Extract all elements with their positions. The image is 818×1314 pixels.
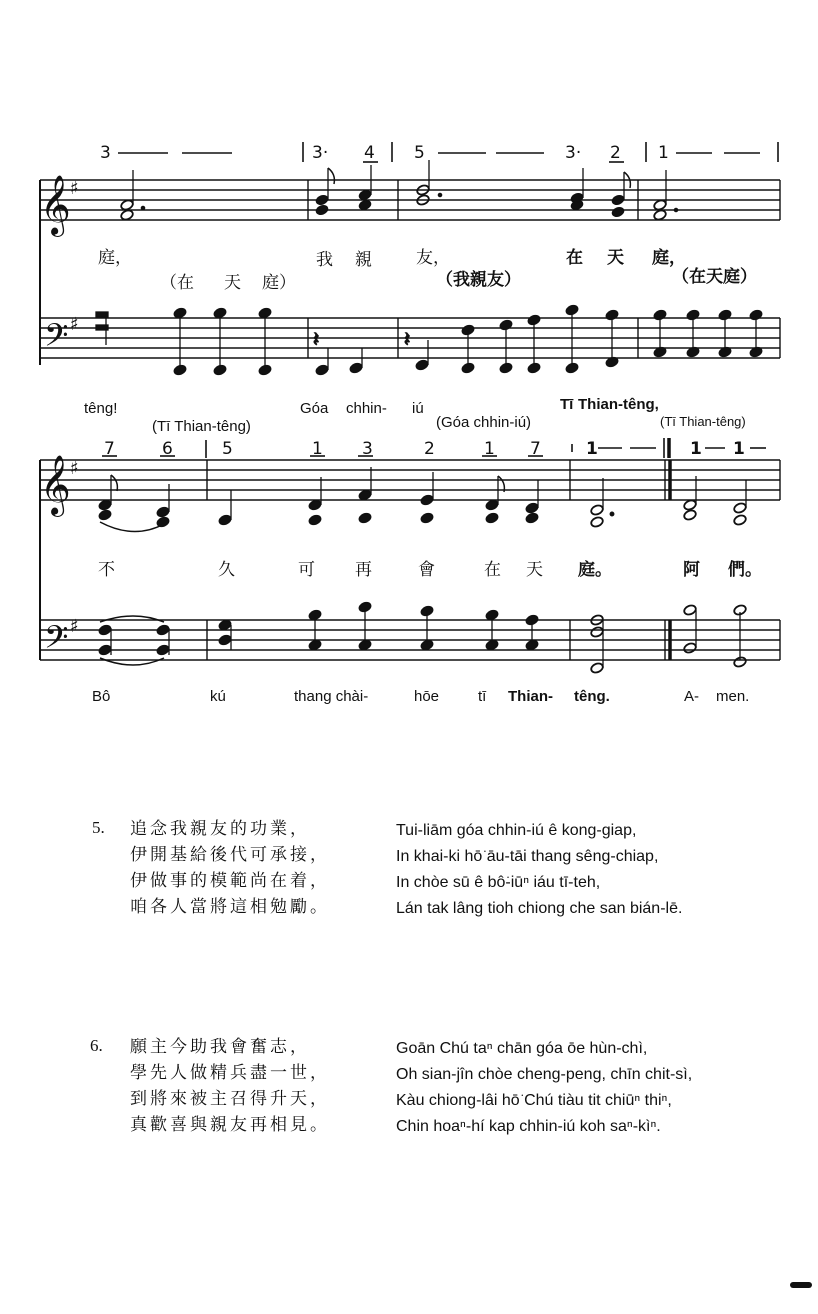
- verse-line: 真歡喜與親友再相見。: [130, 1115, 330, 1135]
- lyric-phrase: （在天庭）: [672, 267, 757, 287]
- verse-line: 到將來被主召得升天，: [130, 1089, 330, 1109]
- jianpu-note: 6: [162, 439, 173, 459]
- bass-clef-icon: 𝄢: [44, 619, 69, 663]
- lyric-char: 庭，: [652, 248, 686, 268]
- verse-line: 學先人做精兵盡一世，: [130, 1063, 330, 1083]
- verse-line: Goān Chú taⁿ chān góa ōe hùn-chì,: [396, 1040, 648, 1057]
- treble-clef-icon: 𝄞: [40, 455, 71, 515]
- lyric-char: 友，: [416, 248, 450, 268]
- verse-line: Chin hoaⁿ-hí kap chhin-iú koh saⁿ-kìⁿ.: [396, 1118, 661, 1135]
- lyric-syllable: Thian-têng,: [578, 396, 659, 413]
- lyric-char: （在: [160, 273, 194, 293]
- lyric-char: 天: [224, 273, 241, 293]
- jianpu-note: 3·: [312, 143, 329, 163]
- verse-line: 追念我親友的功業，: [130, 819, 310, 839]
- bass-staff-2: [40, 620, 780, 660]
- verse-chinese-lines: [130, 816, 330, 920]
- lyric-char: 我: [316, 250, 333, 270]
- jianpu-note: 3·: [565, 143, 582, 163]
- lyric-char: 庭）: [262, 273, 296, 293]
- bass-clef-icon: 𝄢: [44, 317, 69, 361]
- lyric-char: 天: [607, 248, 624, 268]
- sharp-icon: ♯: [70, 178, 79, 199]
- verse-romanized-lines: [396, 818, 682, 922]
- verse-line: In chòe sū ê bô͘-iūⁿ iáu tī-teh,: [396, 874, 601, 891]
- lyric-char: 可: [298, 560, 315, 580]
- lyric-char: 阿: [683, 560, 700, 580]
- lyric-char: 們。: [728, 560, 762, 580]
- lyric-char: 再: [355, 560, 372, 580]
- lyric-syllable: Bô: [92, 688, 111, 705]
- lyric-syllable: Thian-: [508, 688, 553, 705]
- lyric-syllable: A-: [684, 688, 699, 705]
- lyric-syllable: hōe: [414, 688, 440, 705]
- jianpu-note: 7: [104, 439, 115, 459]
- lyric-phrase: (Tī Thian-têng): [152, 418, 251, 435]
- lyric-char: 在: [566, 248, 583, 268]
- verse-line: Tui-liām góa chhin-iú ê kong-giap,: [396, 822, 637, 839]
- lyric-char: 久: [218, 560, 235, 580]
- verse-line: Lán tak lâng tioh chiong che san bián-lē.: [396, 900, 683, 917]
- lyric-char: 親: [355, 250, 372, 270]
- lyric-char: 天: [526, 560, 543, 580]
- jianpu-note: 3: [100, 143, 111, 163]
- sharp-icon: ♯: [70, 616, 79, 637]
- lyric-syllable: têng!: [84, 400, 118, 417]
- verse-line: 願主今助我會奮志，: [130, 1037, 310, 1057]
- sharp-icon: ♯: [70, 458, 79, 479]
- lyric-char: 庭。: [578, 560, 612, 580]
- treble-clef-icon: 𝄞: [40, 175, 71, 235]
- verse-line: Oh sian-jîn chòe cheng-peng, chīn chit-sì,: [396, 1066, 693, 1083]
- verse-number: 5.: [92, 818, 105, 837]
- jianpu-note: 2: [424, 439, 435, 459]
- jianpu-note: 1: [586, 439, 598, 459]
- jianpu-note: 1: [733, 439, 745, 459]
- verse-number: 6.: [90, 1036, 103, 1055]
- lyric-phrase: (Góa chhin-iú): [436, 414, 532, 431]
- page-corner-mark: [790, 1282, 812, 1288]
- lyric-phrase: (Tī Thian-têng): [660, 414, 746, 429]
- jianpu-lines-1: [118, 142, 778, 162]
- lyric-char: 會: [418, 560, 435, 580]
- sharp-icon: ♯: [70, 314, 79, 335]
- lyric-syllable: thang chài-: [294, 688, 369, 705]
- jianpu-note: 1: [658, 143, 669, 163]
- lyric-syllable: Tī: [560, 396, 574, 413]
- lyric-syllable: kú: [210, 688, 226, 705]
- svg-text:𝄽: 𝄽: [313, 327, 320, 351]
- lyric-syllable: chhin-: [346, 400, 387, 417]
- jianpu-note: 5: [414, 143, 425, 163]
- jianpu-note: 7: [530, 439, 541, 459]
- bass-notes-1: [96, 304, 763, 376]
- verse-romanized-lines: [396, 1036, 692, 1140]
- jianpu-note: 1: [690, 439, 702, 459]
- lyric-char: 庭，: [98, 248, 132, 268]
- lyric-syllable: tī: [478, 688, 487, 705]
- lyric-syllable: têng.: [574, 688, 610, 705]
- jianpu-note: 3: [362, 439, 373, 459]
- lyric-syllable: men.: [716, 688, 750, 705]
- verse-line: 伊開基給後代可承接，: [130, 845, 330, 865]
- bass-notes-2: [98, 601, 747, 674]
- lyric-char: 在: [484, 560, 501, 580]
- jianpu-note: 1: [312, 439, 323, 459]
- verse-line: In khai-ki hō͘ āu-tāi thang sêng-chiap,: [396, 848, 659, 865]
- jianpu-note: 4: [364, 143, 375, 163]
- verse-line: 伊做事的模範尚在着，: [130, 871, 330, 891]
- jianpu-note: 2: [610, 143, 621, 163]
- treble-notes-2: [98, 467, 747, 532]
- verse-line: 咱各人當將這相勉勵。: [130, 897, 330, 917]
- verse-chinese-lines: [130, 1034, 330, 1138]
- lyric-syllable: iú: [412, 400, 424, 417]
- lyric-syllable: Góa: [300, 400, 329, 417]
- lyric-phrase: （我親友）: [436, 270, 521, 290]
- svg-text:𝄽: 𝄽: [404, 327, 411, 351]
- jianpu-note: 5: [222, 439, 233, 459]
- jianpu-note: 1: [484, 439, 495, 459]
- verse-line: Kàu chiong-lâi hō͘ Chú tiàu tit chiūⁿ thiⁿ,: [396, 1092, 672, 1109]
- lyric-char: 不: [98, 560, 115, 580]
